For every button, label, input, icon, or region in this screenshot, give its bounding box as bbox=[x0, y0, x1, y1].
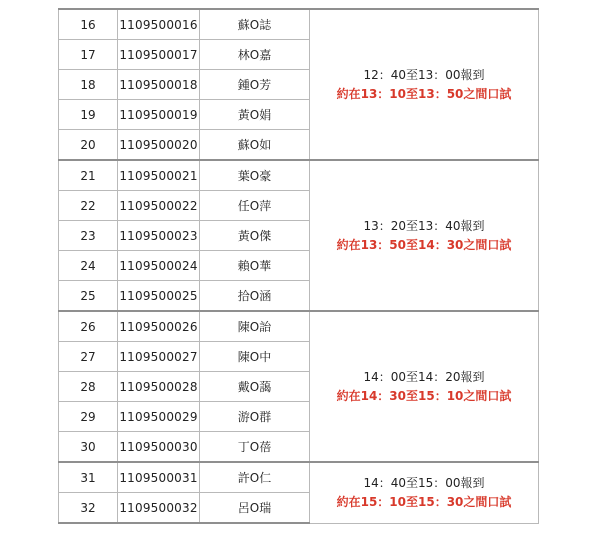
row-number: 21 bbox=[59, 160, 118, 191]
report-time: 14：40至15：00報到 bbox=[363, 475, 485, 490]
applicant-id: 1109500030 bbox=[118, 432, 200, 463]
applicant-id: 1109500029 bbox=[118, 402, 200, 432]
exam-window: 約在13：10至13：50之間口試 bbox=[336, 86, 512, 101]
row-number: 16 bbox=[59, 9, 118, 40]
row-number: 24 bbox=[59, 251, 118, 281]
time-slot-cell bbox=[310, 462, 539, 523]
applicant-id: 1109500031 bbox=[118, 462, 200, 493]
applicant-id: 1109500025 bbox=[118, 281, 200, 312]
applicant-name: 任O萍 bbox=[200, 191, 310, 221]
applicant-name: 黃O傑 bbox=[200, 221, 310, 251]
applicant-id: 1109500024 bbox=[118, 251, 200, 281]
row-number: 20 bbox=[59, 130, 118, 161]
row-number: 19 bbox=[59, 100, 118, 130]
applicant-name: 戴O藹 bbox=[200, 372, 310, 402]
applicant-name: 陳O詒 bbox=[200, 311, 310, 342]
row-number: 17 bbox=[59, 40, 118, 70]
applicant-name: 葉O豪 bbox=[200, 160, 310, 191]
time-slot-cell bbox=[310, 160, 539, 311]
applicant-name: 游O群 bbox=[200, 402, 310, 432]
table-row bbox=[59, 160, 539, 191]
applicant-name: 賴O華 bbox=[200, 251, 310, 281]
applicant-name: 許O仁 bbox=[200, 462, 310, 493]
applicant-id: 1109500026 bbox=[118, 311, 200, 342]
applicant-id: 1109500016 bbox=[118, 9, 200, 40]
applicant-id: 1109500020 bbox=[118, 130, 200, 161]
applicant-name: 蘇O如 bbox=[200, 130, 310, 161]
applicant-name: 陳O中 bbox=[200, 342, 310, 372]
applicant-id: 1109500023 bbox=[118, 221, 200, 251]
applicant-name: 拾O涵 bbox=[200, 281, 310, 312]
applicant-id: 1109500021 bbox=[118, 160, 200, 191]
applicant-id: 1109500022 bbox=[118, 191, 200, 221]
row-number: 30 bbox=[59, 432, 118, 463]
applicant-name: 丁O蓓 bbox=[200, 432, 310, 463]
applicant-name: 黃O娟 bbox=[200, 100, 310, 130]
row-number: 18 bbox=[59, 70, 118, 100]
time-slot-cell bbox=[310, 9, 539, 160]
applicant-id: 1109500018 bbox=[118, 70, 200, 100]
exam-window: 約在14：30至15：10之間口試 bbox=[336, 388, 512, 403]
exam-window: 約在13：50至14：30之間口試 bbox=[336, 237, 512, 252]
exam-window: 約在15：10至15：30之間口試 bbox=[336, 494, 512, 509]
row-number: 27 bbox=[59, 342, 118, 372]
row-number: 25 bbox=[59, 281, 118, 312]
interview-schedule-table bbox=[58, 8, 539, 524]
applicant-id: 1109500017 bbox=[118, 40, 200, 70]
applicant-id: 1109500028 bbox=[118, 372, 200, 402]
row-number: 22 bbox=[59, 191, 118, 221]
applicant-name: 林O嘉 bbox=[200, 40, 310, 70]
schedule-body bbox=[59, 9, 539, 523]
report-time: 14：00至14：20報到 bbox=[363, 369, 485, 384]
row-number: 31 bbox=[59, 462, 118, 493]
applicant-name: 蘇O誌 bbox=[200, 9, 310, 40]
report-time: 13：20至13：40報到 bbox=[363, 218, 485, 233]
table-row bbox=[59, 311, 539, 342]
table-row bbox=[59, 9, 539, 40]
row-number: 23 bbox=[59, 221, 118, 251]
row-number: 29 bbox=[59, 402, 118, 432]
row-number: 32 bbox=[59, 493, 118, 524]
applicant-id: 1109500027 bbox=[118, 342, 200, 372]
time-slot-cell bbox=[310, 311, 539, 462]
report-time: 12：40至13：00報到 bbox=[363, 67, 485, 82]
applicant-name: 呂O瑞 bbox=[200, 493, 310, 524]
table-row bbox=[59, 462, 539, 493]
row-number: 26 bbox=[59, 311, 118, 342]
applicant-id: 1109500019 bbox=[118, 100, 200, 130]
applicant-id: 1109500032 bbox=[118, 493, 200, 524]
applicant-name: 鍾O芳 bbox=[200, 70, 310, 100]
row-number: 28 bbox=[59, 372, 118, 402]
